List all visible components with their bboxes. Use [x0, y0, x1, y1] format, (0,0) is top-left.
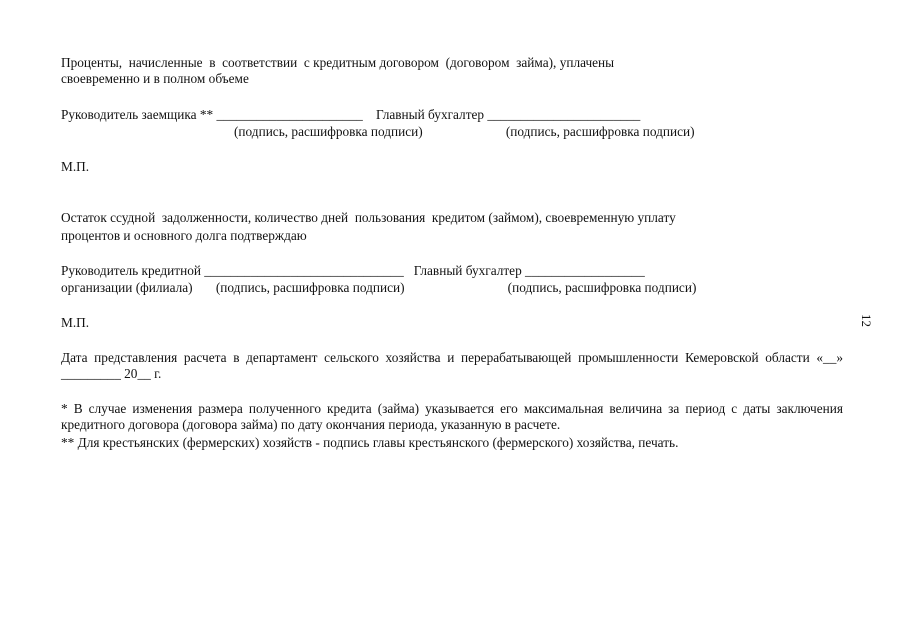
interest-statement-line1: Проценты, начисленные в соответствии с кредитным договором (договором займа), уплачены: [61, 55, 615, 70]
stamp-mark-1: М.П.: [61, 159, 90, 174]
borrower-signature-captions: (подпись, расшифровка подписи) (подпись, расшифровка подписи): [234, 124, 695, 139]
creditor-signature-captions: организации (филиала) (подпись, расшифровка подписи) (подпись, расшифровка подписи): [61, 280, 697, 295]
stamp-mark-2: М.П.: [61, 315, 90, 330]
debt-balance-line1: Остаток ссудной задолженности, количество дней пользования кредитом (займом), своевременную уплату: [61, 210, 676, 225]
creditor-signature-line: Руководитель кредитной ______________________________ Главный бухгалтер __________________: [61, 263, 645, 278]
footnote-1: * В случае изменения размера полученного кредита (займа) указывается его максимальная величина за период с даты заключения кредитного договора (договора займа) по дату окончания периода, указанную в расчете.: [61, 401, 843, 432]
page-number: 12: [859, 314, 874, 327]
borrower-signature-line: Руководитель заемщика ** ______________________ Главный бухгалтер _______________________: [61, 107, 641, 122]
interest-statement-line2: своевременно и в полном объеме: [61, 71, 249, 86]
footnote-2: ** Для крестьянских (фермерских) хозяйств - подпись главы крестьянского (фермерского) хозяйства, печать.: [61, 435, 679, 450]
submission-date-paragraph: Дата представления расчета в департамент сельского хозяйства и перерабатывающей промышленности Кемеровской области «__» _________ 20__ г.: [61, 350, 843, 381]
debt-balance-line2: процентов и основного долга подтверждаю: [61, 228, 307, 243]
